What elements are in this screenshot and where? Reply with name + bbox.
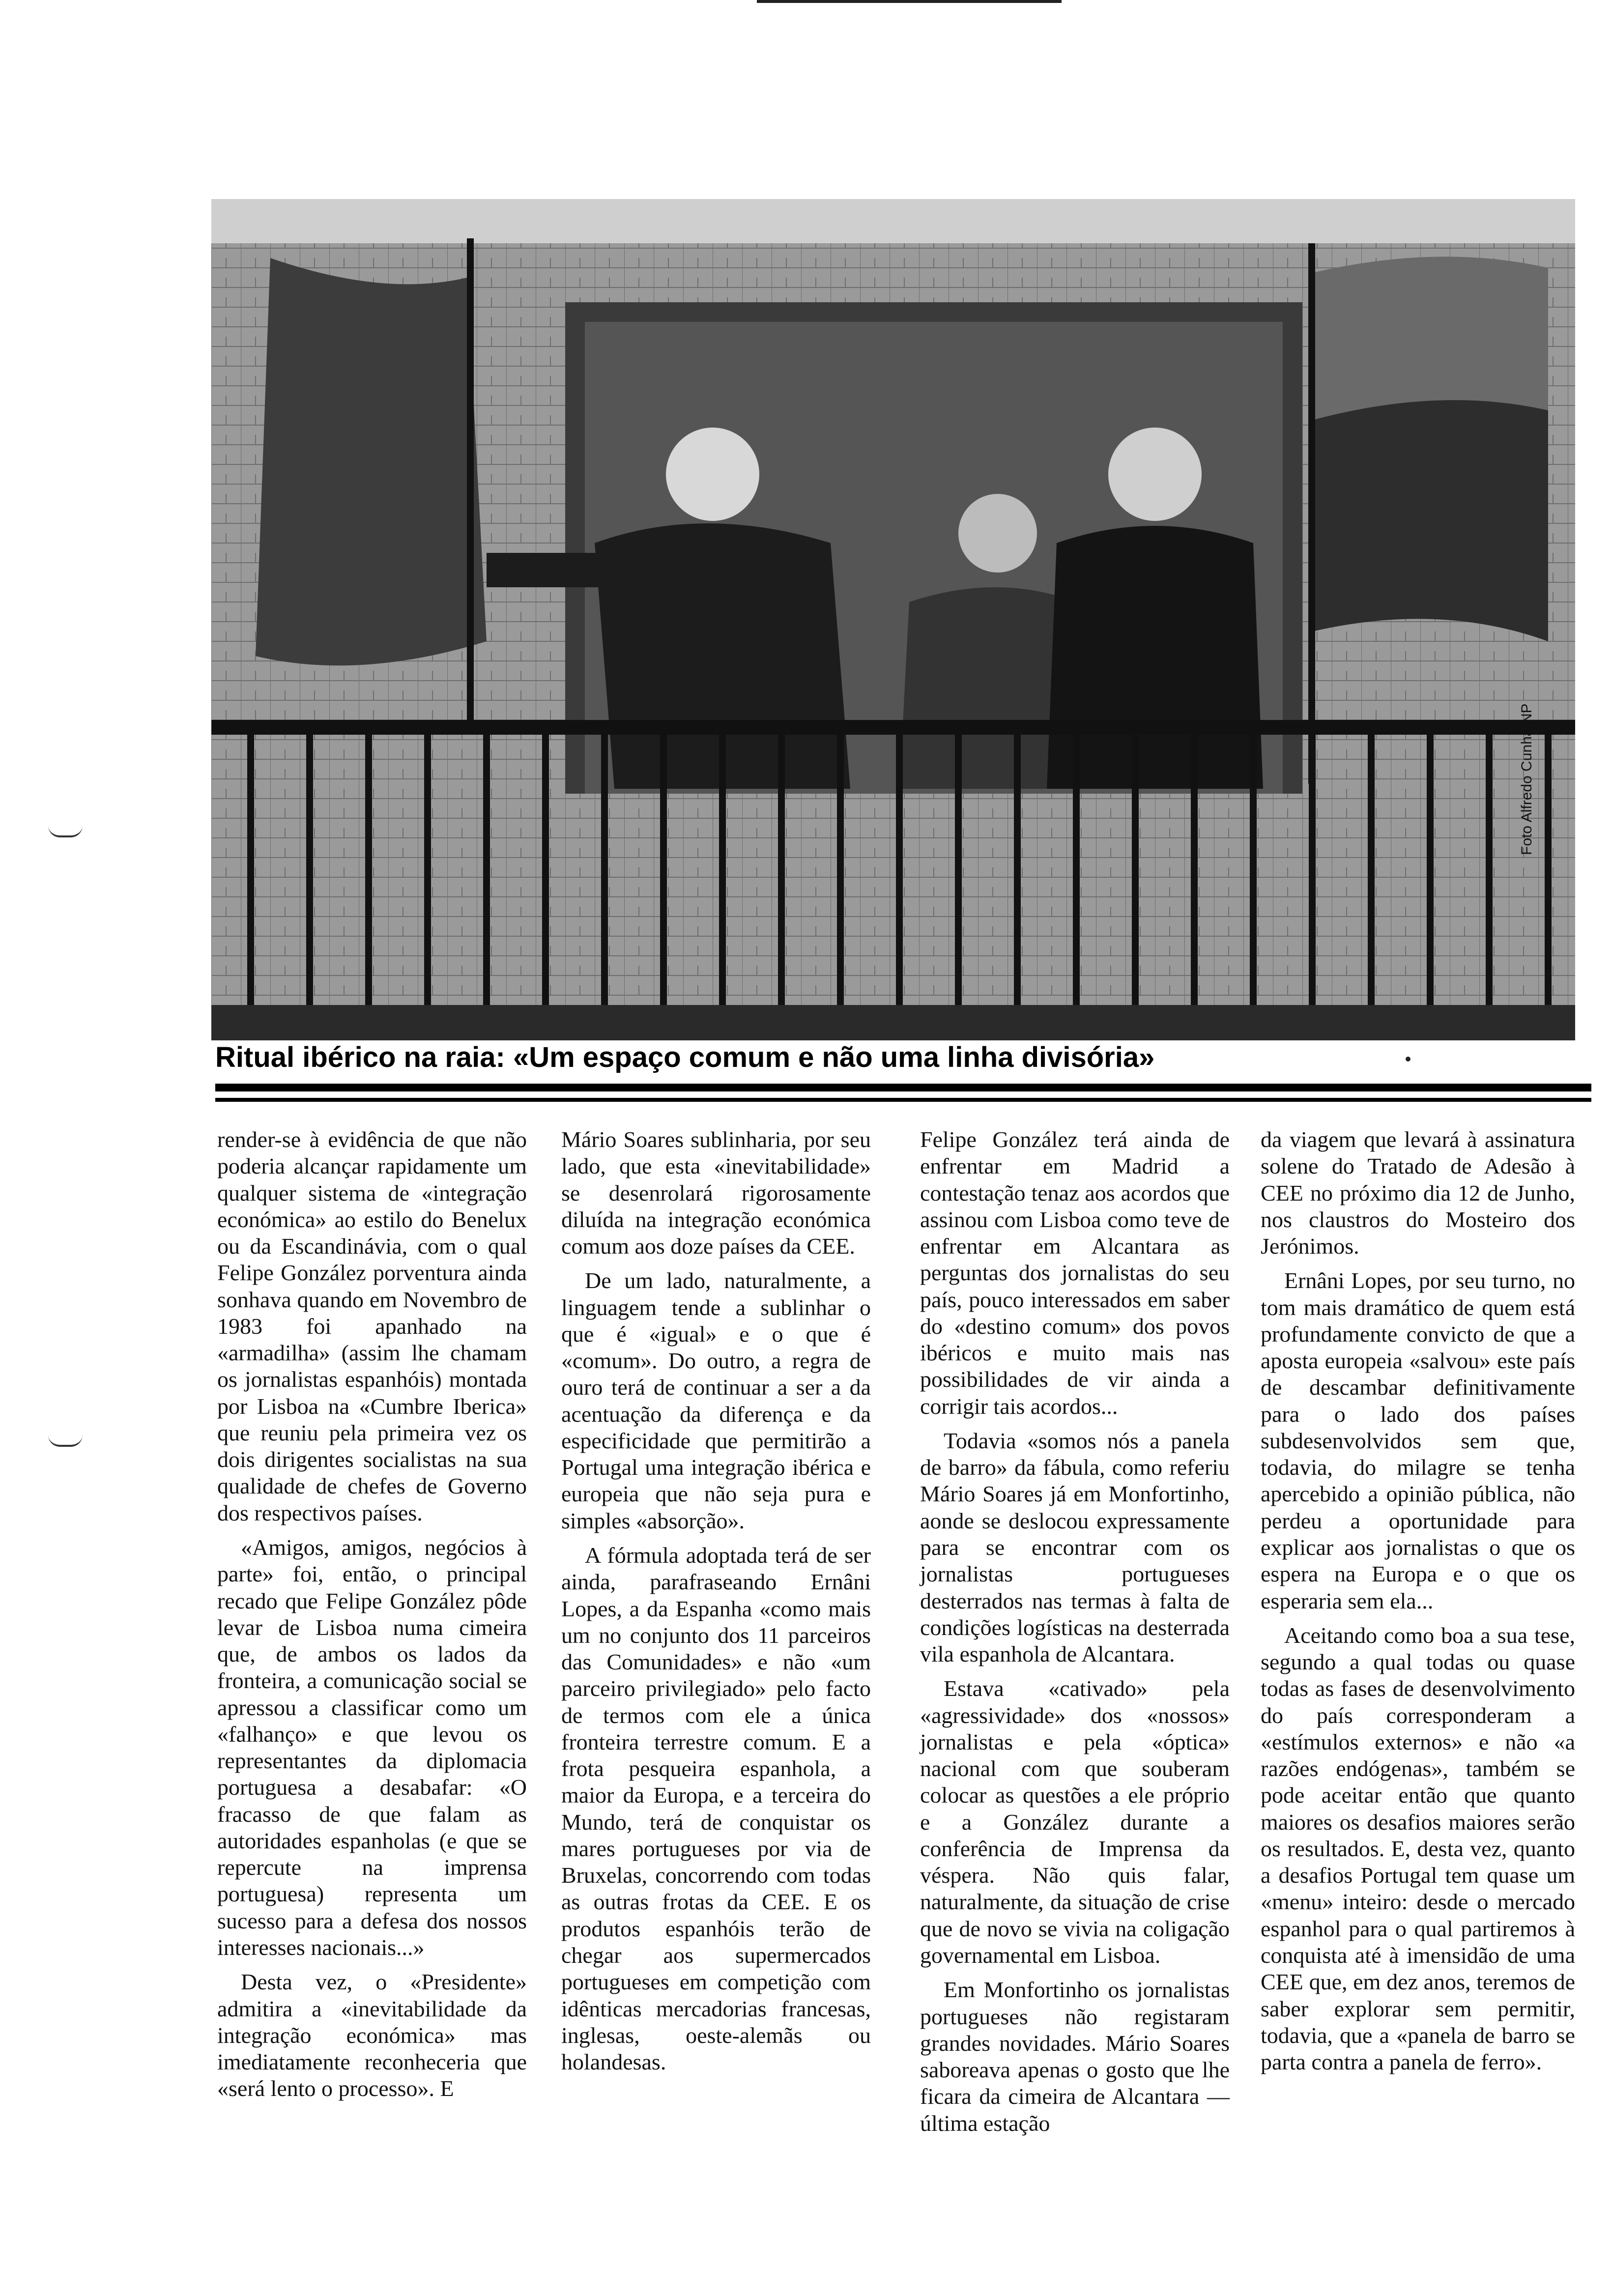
paragraph: Felipe González terá ainda de enfrentar em Madrid a contestação tenaz aos acordos que assinou com Lisboa como teve de enfrentar em Alcantara as perguntas dos jornalistas do seu país, pouco interessados em saber do «destino comum» dos povos ibéricos e muito mais nas possibilidades de vir ainda a corrigir tais acordos... — [920, 1127, 1230, 1419]
top-edge-line — [757, 0, 1062, 3]
article-column-3 — [920, 1126, 1230, 2145]
paragraph: De um lado, naturalmente, a linguagem tende a sublinhar o que é «igual» e o que é «comum». Do outro, a regra de ouro terá de continuar a ser a da acentuação da diferença e da especificidade que permitirão a Portugal uma integração ibérica e europeia que não seja pura e simples «absorção». — [561, 1268, 871, 1533]
article-photo — [211, 199, 1575, 1040]
paragraph: Estava «cativado» pela «agressividade» dos «nossos» jornalistas e pela «óptica» nacional com que souberam colocar as questões a ele próprio e a González durante a conferência de Imprensa da véspera. Não quis falar, naturalmente, da situação de crise que de novo se vivia na coligação governamental em Lisboa. — [920, 1676, 1230, 1968]
caption-rule-thick — [215, 1084, 1591, 1091]
article-column-4 — [1261, 1126, 1575, 2083]
photo-caption: Ritual ibérico na raia: «Um espaço comum e não uma linha divisória» — [215, 1041, 1155, 1073]
photo-credit: Foto Alfredo Cunha/NP — [1519, 703, 1535, 855]
stray-dot — [1406, 1057, 1410, 1062]
article-column-2 — [561, 1126, 871, 2083]
paragraph: «Amigos, amigos, negócios à parte» foi, então, o principal recado que Felipe González pôde levar de Lisboa numa cimeira que, de ambos os lados da fronteira, a comunicação social se apressou a classificar como um «falhanço» e que levou os representantes da diplomacia portuguesa a desabafar: «O fracasso de que falam as autoridades espanholas (e que se repercute na imprensa portuguesa) representa um sucesso para a defesa dos nossos interesses nacionais...» — [217, 1534, 527, 1960]
margin-mark — [48, 826, 83, 837]
paragraph: Em Monfortinho os jornalistas portugueses não registaram grandes novidades. Mário Soares saboreava apenas o gosto que lhe ficara da cimeira de Alcantara — última estação — [920, 1977, 1230, 2136]
article-column-1 — [217, 1126, 527, 2110]
paragraph: Mário Soares sublinharia, por seu lado, que esta «inevitabilidade» se desenrolará rigorosamente diluída na integração económica comum aos doze países da CEE. — [561, 1127, 871, 1259]
paragraph: A fórmula adoptada terá de ser ainda, parafraseando Ernâni Lopes, a da Espanha «como mais um no conjunto dos 11 parceiros das Comunidades» e não «um parceiro privilegiado» pelo facto de termos com ele a única fronteira terrestre comum. E a frota pesqueira espanhola, a maior da Europa, e a terceira do Mundo, terá de conquistar os mares portugueses por via de Bruxelas, concorrendo com todas as outras frotas da CEE. E os produtos espanhóis terão de chegar aos supermercados portugueses em competição com idênticas mercadorias francesas, inglesas, oeste-alemãs ou holandesas. — [561, 1542, 871, 2075]
paragraph: Ernâni Lopes, por seu turno, no tom mais dramático de quem está profundamente convicto de que a aposta europeia «salvou» este país de descambar definitivamente para o lado dos países subdesenvolvidos sem que, todavia, do milagre se tenha apercebido a opinião pública, não perdeu a oportunidade para explicar aos jornalistas o que os espera na Europa e o que os esperaria sem ela... — [1261, 1268, 1575, 1613]
balcony-photo-icon — [211, 199, 1575, 1040]
paragraph: Desta vez, o «Presidente» admitira a «inevitabilidade da integração económica» mas imediatamente reconheceria que «será lento o processo». E — [217, 1969, 527, 2101]
paragraph: render-se à evidência de que não poderia alcançar rapidamente um qualquer sistema de «integração económica» ao estilo do Benelux ou da Escandinávia, com o qual Felipe González porventura ainda sonhava quando em Novembro de 1983 foi apanhado na «armadilha» (assim lhe chamam os jornalistas espanhóis) montada por Lisboa na «Cumbre Iberica» que reuniu pela primeira vez os dois dirigentes socialistas na sua qualidade de chefes de Governo dos respectivos países. — [217, 1127, 527, 1525]
paragraph: da viagem que levará à assinatura solene do Tratado de Adesão à CEE no próximo dia 12 de Junho, nos claustros do Mosteiro dos Jerónimos. — [1261, 1127, 1575, 1259]
caption-rule-thin — [215, 1098, 1591, 1102]
margin-mark — [48, 1435, 83, 1447]
paragraph: Todavia «somos nós a panela de barro» da fábula, como referiu Mário Soares já em Monfortinho, aonde se deslocou expressamente para se encontrar com os jornalistas portugueses desterrados nas termas à falta de condições logísticas na desterrada vila espanhola de Alcantara. — [920, 1428, 1230, 1667]
paragraph: Aceitando como boa a sua tese, segundo a qual todas ou quase todas as fases de desenvolvimento do país corresponderam a «estímulos externos» e não «a razões endógenas», também se pode aceitar então que quanto maiores os desafios maiores serão os resultados. E, desta vez, quanto a desafios Portugal tem quase um «menu» inteiro: desde o mercado espanhol para o qual partiremos à conquista até à imensidão de uma CEE que, em dez anos, teremos de saber explorar sem permitir, todavia, que a «panela de barro se parta contra a panela de ferro». — [1261, 1622, 1575, 2075]
